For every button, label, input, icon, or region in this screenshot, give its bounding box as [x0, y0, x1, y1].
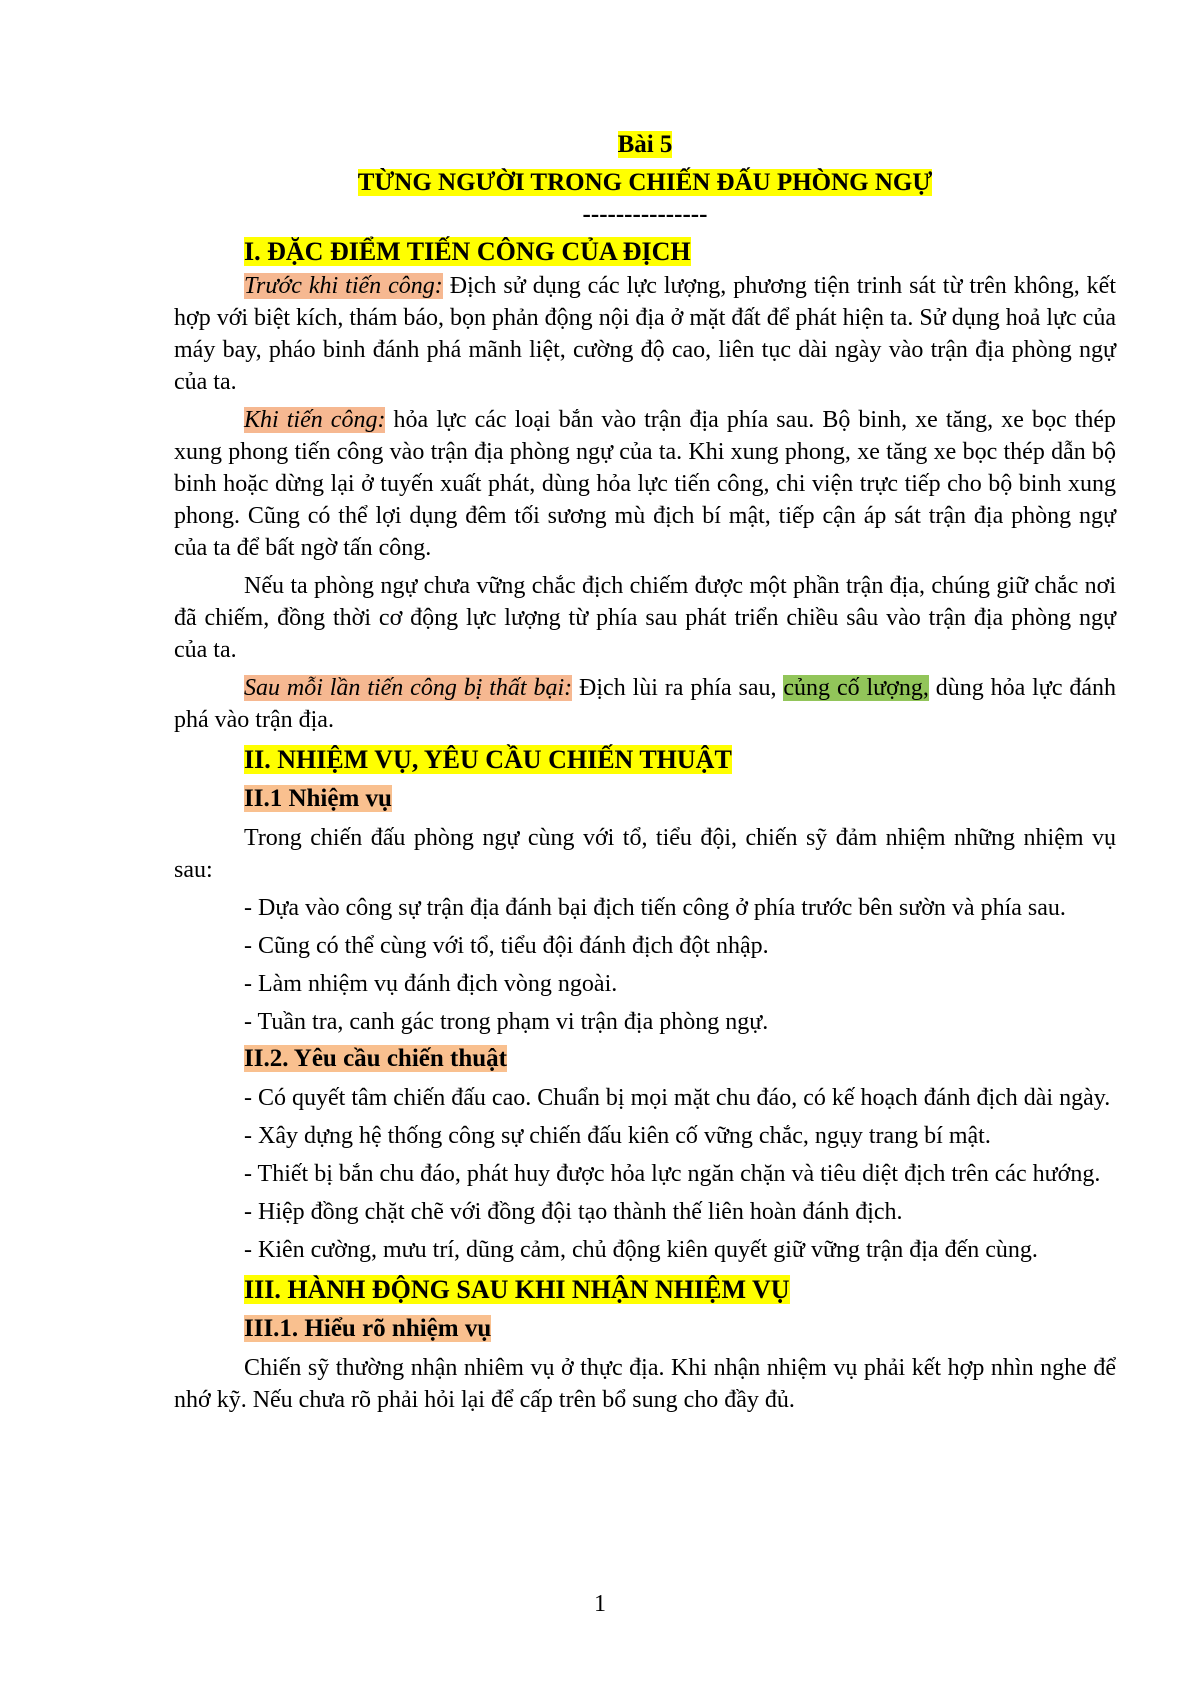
section-2-heading-text: II. NHIỆM VỤ, YÊU CẦU CHIẾN THUẬT: [244, 745, 732, 774]
section-2-2-heading: [174, 1042, 1116, 1076]
page-content: [174, 128, 1116, 1416]
paragraph-text: hỏa lực các loại bắn vào trận địa phía sau. Bộ binh, xe tăng, xe bọc thép xung phong tiến công vào trận địa phòng ngự của ta. Khi xung phong, xe tăng xe bọc thép dẫn bộ binh hoặc dừng lại ở tuyến xuất phát, dùng hỏa lực tiến công, chi viện trực tiếp cho bộ binh xung phong. Cũng có thể lợi dụng đêm tối sương mù địch bí mật, tiếp cận áp sát trận địa phòng ngự của ta để bất ngờ tấn công.: [174, 407, 1117, 561]
list-item: - Cũng có thể cùng với tổ, tiểu đội đánh địch đột nhập.: [244, 933, 769, 959]
section-2-1-intro: Trong chiến đấu phòng ngự cùng với tổ, tiểu đội, chiến sỹ đảm nhiệm những nhiệm vụ sau:: [174, 825, 1116, 883]
list-item: - Tuần tra, canh gác trong phạm vi trận địa phòng ngự.: [244, 1009, 769, 1035]
lesson-title-text: TỪNG NGƯỜI TRONG CHIẾN ĐẤU PHÒNG NGỰ: [357, 169, 933, 196]
section-2-1-heading: [174, 782, 1116, 816]
section-2-1-heading-text: II.1 Nhiệm vụ: [244, 785, 392, 812]
section-1-paragraph-3: Nếu ta phòng ngự chưa vững chắc địch chiếm được một phần trận địa, chúng giữ chắc nơi đã chiếm, đồng thời cơ động lực lượng từ phía sau phát triển chiều sâu vào trận địa phòng ngự của ta.: [174, 573, 1116, 663]
list-item: - Hiệp đồng chặt chẽ với đồng đội tạo thành thế liên hoàn đánh địch.: [244, 1199, 903, 1225]
section-3-heading-text: III. HÀNH ĐỘNG SAU KHI NHẬN NHIỆM VỤ: [244, 1275, 790, 1304]
list-item: - Kiên cường, mưu trí, dũng cảm, chủ động kiên quyết giữ vững trận địa đến cùng.: [244, 1237, 1038, 1263]
section-1-paragraph-4: [174, 672, 1116, 736]
list-item: - Có quyết tâm chiến đấu cao. Chuẩn bị mọi mặt chu đáo, có kế hoạch đánh địch dài ngày.: [244, 1085, 1111, 1111]
section-2-heading: [174, 742, 1116, 778]
list-item: - Dựa vào công sự trận địa đánh bại địch tiến công ở phía trước bên sườn và phía sau.: [244, 895, 1066, 921]
paragraph-text: Địch sử dụng các lực lượng, phương tiện trinh sát từ trên không, kết hợp với biệt kích, thám báo, bọn phản động nội địa ở mặt đất để phát hiện ta. Sử dụng hoả lực của máy bay, pháo binh đánh phá mãnh liệt, cường độ cao, liên tục dài ngày vào trận địa phòng ngự của ta.: [174, 273, 1116, 395]
lesson-number: [174, 128, 1116, 162]
lesson-number-text: Bài 5: [617, 131, 673, 158]
paragraph-text: dùng hỏa lực đánh phá vào trận địa.: [174, 675, 1117, 733]
list-item: - Xây dựng hệ thống công sự chiến đấu kiên cố vững chắc, ngụy trang bí mật.: [244, 1123, 991, 1149]
section-3-heading: [174, 1272, 1116, 1308]
highlighted-phrase: củng cố lượng,: [783, 675, 929, 701]
page-number: 1: [594, 1591, 606, 1617]
paragraph-text: Địch lùi ra phía sau,: [572, 675, 784, 701]
list-item: - Thiết bị bắn chu đáo, phát huy được hỏa lực ngăn chặn và tiêu diệt địch trên các hướng.: [244, 1161, 1101, 1187]
section-1-heading-text: I. ĐẶC ĐIỂM TIẾN CÔNG CỦA ĐỊCH: [244, 237, 691, 266]
section-2-2-heading-text: II.2. Yêu cầu chiến thuật: [244, 1045, 507, 1072]
section-1-paragraph-2: [174, 404, 1116, 564]
section-1-heading: [174, 234, 1116, 270]
paragraph-label: Trước khi tiến công:: [244, 273, 443, 299]
paragraph-label: Khi tiến công:: [244, 407, 386, 433]
lesson-title: [174, 166, 1116, 200]
section-3-1-heading-text: III.1. Hiểu rõ nhiệm vụ: [244, 1315, 492, 1342]
section-1-paragraph-1: [174, 270, 1116, 398]
paragraph-label: Sau mỗi lần tiến công bị thất bại:: [244, 675, 573, 701]
title-separator: ---------------: [582, 201, 708, 228]
section-3-1-paragraph: Chiến sỹ thường nhận nhiêm vụ ở thực địa. Khi nhận nhiệm vụ phải kết hợp nhìn nghe để nhớ kỹ. Nếu chưa rõ phải hỏi lại để cấp trên bổ sung cho đầy đủ.: [174, 1355, 1116, 1413]
list-item: - Làm nhiệm vụ đánh địch vòng ngoài.: [244, 971, 618, 997]
section-3-1-heading: [174, 1312, 1116, 1346]
